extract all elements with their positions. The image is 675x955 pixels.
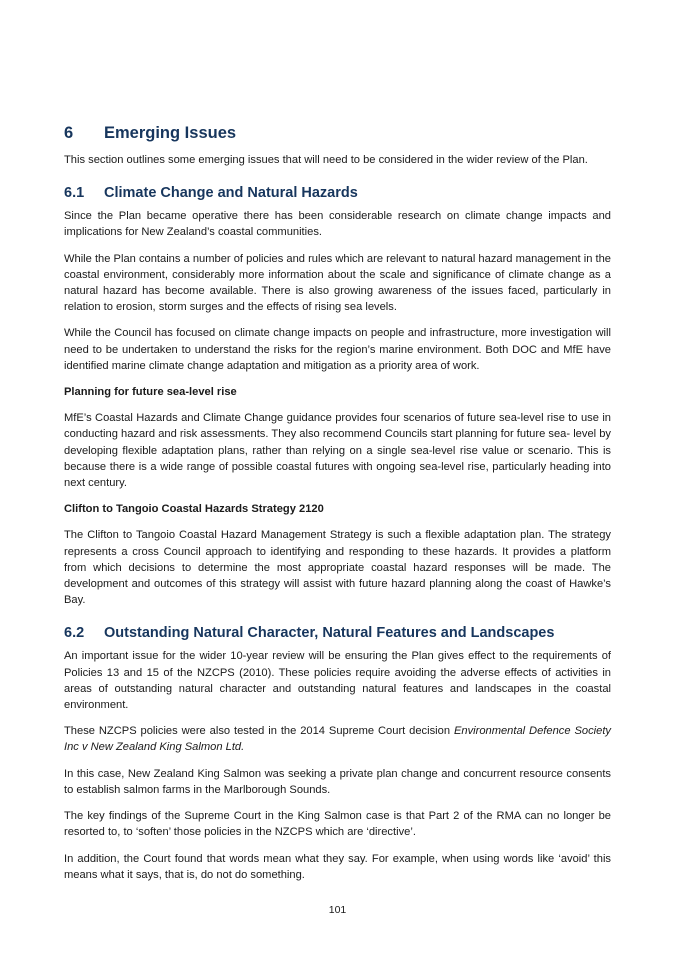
subheading: Clifton to Tangoio Coastal Hazards Strategy 2120	[64, 503, 324, 516]
paragraph: In this case, New Zealand King Salmon was seeking a private plan change and concurrent resource consents to establish salmon farms in the Marlborough Sounds.	[64, 767, 611, 796]
paragraph: While the Council has focused on climate change impacts on people and infrastructure, more investigation will need to be undertaken to understand the risks for the region’s marine environment. Both DOC and MfE have identified marine climate change adaptation and mitigation as a priority area of work.	[64, 327, 611, 372]
subsection-number: 6.1	[64, 185, 85, 202]
subsection-heading-6-2	[64, 625, 611, 641]
paragraph-text: These NZCPS policies were also tested in the 2014 Supreme Court decision	[64, 725, 454, 738]
paragraph: While the Plan contains a number of policies and rules which are relevant to natural hazard management in the coastal environment, considerably more information about the scale and significance of climate change as a natural hazard has become available. There is also growing awareness of the issues faced, particularly in relation to erosion, storm surges and the effects of rising sea levels.	[64, 252, 611, 314]
subsection-number: 6.2	[64, 625, 85, 642]
paragraph	[64, 723, 611, 755]
subheading: Planning for future sea-level rise	[64, 386, 237, 399]
subsection-heading-6-1	[64, 185, 611, 201]
paragraph: MfE’s Coastal Hazards and Climate Change guidance provides four scenarios of future sea-level rise to use in conducting hazard and risk assessments. They also recommend Councils start planning for future sea- level by developing flexible adaptation plans, rather than relying on a single sea-level rise value or scenario. This is because there is a wide range of possible coastal futures with ongoing sea-level rise, particularly heading into next century.	[64, 412, 611, 490]
paragraph: The Clifton to Tangoio Coastal Hazard Management Strategy is such a flexible adaptation plan. The strategy represents a cross Council approach to identifying and responding to these hazards. It provides a platform from which decisions to determine the most appropriate coastal hazard responses will be made. The development and outcomes of this strategy will assist with future hazard planning along the coast of Hawke’s Bay.	[64, 529, 611, 607]
section-heading	[64, 124, 611, 143]
subsection-title: Outstanding Natural Character, Natural Features and Landscapes	[104, 625, 555, 642]
paragraph: In addition, the Court found that words mean what they say. For example, when using words like ‘avoid’ this means what it says, that is, do not do something.	[64, 852, 611, 881]
paragraph: Since the Plan became operative there has been considerable research on climate change impacts and implications for New Zealand’s coastal communities.	[64, 210, 611, 239]
section-intro: This section outlines some emerging issues that will need to be considered in the wider review of the Plan.	[64, 154, 588, 166]
paragraph: An important issue for the wider 10-year review will be ensuring the Plan gives effect to the requirements of Policies 13 and 15 of the NZCPS (2010). These policies require avoiding the adverse effects of activities in areas of outstanding natural character and outstanding natural features and landscapes in the coastal environment.	[64, 650, 611, 712]
paragraph: The key findings of the Supreme Court in the King Salmon case is that Part 2 of the RMA can no longer be resorted to, to ‘soften’ those policies in the NZCPS which are ‘directive’.	[64, 810, 611, 839]
section-title: Emerging Issues	[104, 124, 237, 142]
case-citation: Environmental Defence Society Inc v New Zealand King Salmon Ltd.	[64, 725, 611, 754]
page-content	[64, 124, 611, 893]
page-number: 101	[328, 904, 347, 916]
section-number: 6	[64, 124, 74, 142]
subsection-title: Climate Change and Natural Hazards	[104, 185, 358, 202]
